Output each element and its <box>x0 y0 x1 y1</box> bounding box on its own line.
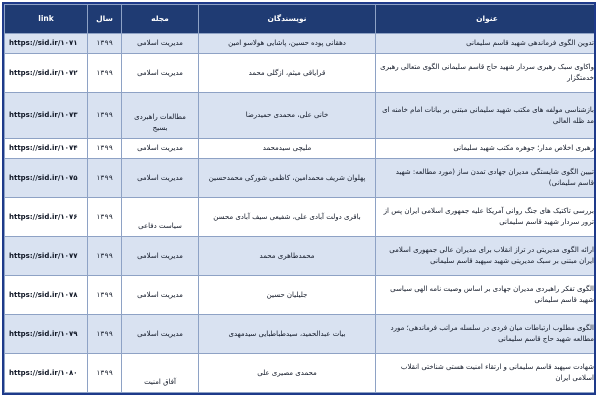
row-authors: جلیلیان حسین <box>199 276 376 315</box>
header-link: link <box>5 5 88 34</box>
header-title: عنوان <box>376 5 597 34</box>
row-link[interactable]: https://sid.ir/۱۰۷۴ <box>5 139 88 159</box>
row-journal: مدیریت اسلامی <box>122 139 199 159</box>
row-journal: مدیریت اسلامی <box>122 34 199 54</box>
row-link[interactable]: https://sid.ir/۱۰۷۱ <box>5 34 88 54</box>
row-title: ارائه الگوی مدیریتی در تراز انقلاب برای مدیران عالی جمهوری اسلامی ایران مبتنی بر سبک مدیریتی شهید سپهبد قاسم سلیمانی <box>376 237 597 276</box>
row-authors: قرایاقی میثم، ازگلی محمد <box>199 54 376 93</box>
row-year: ۱۳۹۹ <box>88 276 122 315</box>
row-title: الگوی مطلوب ارتباطات میان فردی در سلسله مراتب فرماندهی؛ مورد مطالعه شهید حاج قاسم سلیمانی <box>376 315 597 354</box>
row-journal: سیاست دفاعی <box>122 198 199 237</box>
table-row <box>5 159 597 198</box>
row-title: تدوین الگوی فرماندهی شهید قاسم سلیمانی <box>376 34 597 54</box>
row-link[interactable]: https://sid.ir/۱۰۷۲ <box>5 54 88 93</box>
row-year: ۱۳۹۹ <box>88 353 122 392</box>
row-authors: پهلوان شریف محمدامین، کاظمی شورکی محمدحسین <box>199 159 376 198</box>
row-link[interactable]: https://sid.ir/۱۰۷۶ <box>5 198 88 237</box>
table-row <box>5 237 597 276</box>
row-year: ۱۳۹۹ <box>88 237 122 276</box>
table-row <box>5 315 597 354</box>
header-year: سال <box>88 5 122 34</box>
row-title: بازشناسی مولفه های مکتب شهید سلیمانی مبتنی بر بیانات امام خامنه ای مد ظله العالی <box>376 93 597 139</box>
row-journal: مدیریت اسلامی <box>122 315 199 354</box>
row-title: تبیین الگوی شایستگی مدیران جهادی تمدن ساز (مورد مطالعه: شهید قاسم سلیمانی) <box>376 159 597 198</box>
table-row <box>5 198 597 237</box>
row-year: ۱۳۹۹ <box>88 198 122 237</box>
header-journal: مجله <box>122 5 199 34</box>
row-link[interactable]: https://sid.ir/۱۰۷۸ <box>5 276 88 315</box>
row-link[interactable]: https://sid.ir/۱۰۷۷ <box>5 237 88 276</box>
row-authors: ملیچی سیدمحمد <box>199 139 376 159</box>
row-authors: بیات عبدالحمید، سیدطباطبایی سیدمهدی <box>199 315 376 354</box>
table-row <box>5 276 597 315</box>
row-year: ۱۳۹۹ <box>88 93 122 139</box>
table-row <box>5 54 597 93</box>
articles-table <box>4 4 596 393</box>
row-year: ۱۳۹۹ <box>88 159 122 198</box>
row-authors: محمدطاهری محمد <box>199 237 376 276</box>
row-title: واکاوی سبک رهبری سردار شهید حاج قاسم سلیمانی الگوی متعالی رهبری خدمتگزار <box>376 54 597 93</box>
articles-table-frame <box>2 2 596 395</box>
table-row <box>5 34 597 54</box>
row-year: ۱۳۹۹ <box>88 34 122 54</box>
header-authors: نویسندگان <box>199 5 376 34</box>
row-title: بررسی تاکتیک های جنگ روانی آمریکا علیه جمهوری اسلامی ایران پس از ترور سردار شهید قاسم سلیمانی <box>376 198 597 237</box>
row-title: رهبری اخلاص مدار؛ جوهره مکتب شهید سلیمانی <box>376 139 597 159</box>
table-header-row <box>5 5 597 34</box>
row-journal: مدیریت اسلامی <box>122 54 199 93</box>
row-title: شهادت سپهبد قاسم سلیمانی و ارتقاء امنیت هستی شناختی انقلاب اسلامی ایران <box>376 353 597 392</box>
row-journal: مدیریت اسلامی <box>122 276 199 315</box>
row-authors: محمدی مصیری علی <box>199 353 376 392</box>
row-journal: آفاق امنیت <box>122 353 199 392</box>
table-row <box>5 353 597 392</box>
row-year: ۱۳۹۹ <box>88 54 122 93</box>
row-authors: خانی علی، محمدی حمیدرضا <box>199 93 376 139</box>
row-authors: باقری دولت آبادی علی، شفیعی سیف آبادی محسن <box>199 198 376 237</box>
table-row <box>5 93 597 139</box>
row-year: ۱۳۹۹ <box>88 139 122 159</box>
row-journal: مدیریت اسلامی <box>122 237 199 276</box>
row-title: الگوی تفکر راهبردی مدیران جهادی بر اساس وصیت نامه الهی سیاسی شهید قاسم سلیمانی <box>376 276 597 315</box>
row-authors: دهقانی پوده حسین، پاشایی هولاسو امین <box>199 34 376 54</box>
row-link[interactable]: https://sid.ir/۱۰۷۹ <box>5 315 88 354</box>
row-journal: مدیریت اسلامی <box>122 159 199 198</box>
row-journal: مطالعات راهبردی بسیج <box>122 93 199 139</box>
row-link[interactable]: https://sid.ir/۱۰۸۰ <box>5 353 88 392</box>
table-row <box>5 139 597 159</box>
row-link[interactable]: https://sid.ir/۱۰۷۵ <box>5 159 88 198</box>
row-year: ۱۳۹۹ <box>88 315 122 354</box>
row-link[interactable]: https://sid.ir/۱۰۷۳ <box>5 93 88 139</box>
